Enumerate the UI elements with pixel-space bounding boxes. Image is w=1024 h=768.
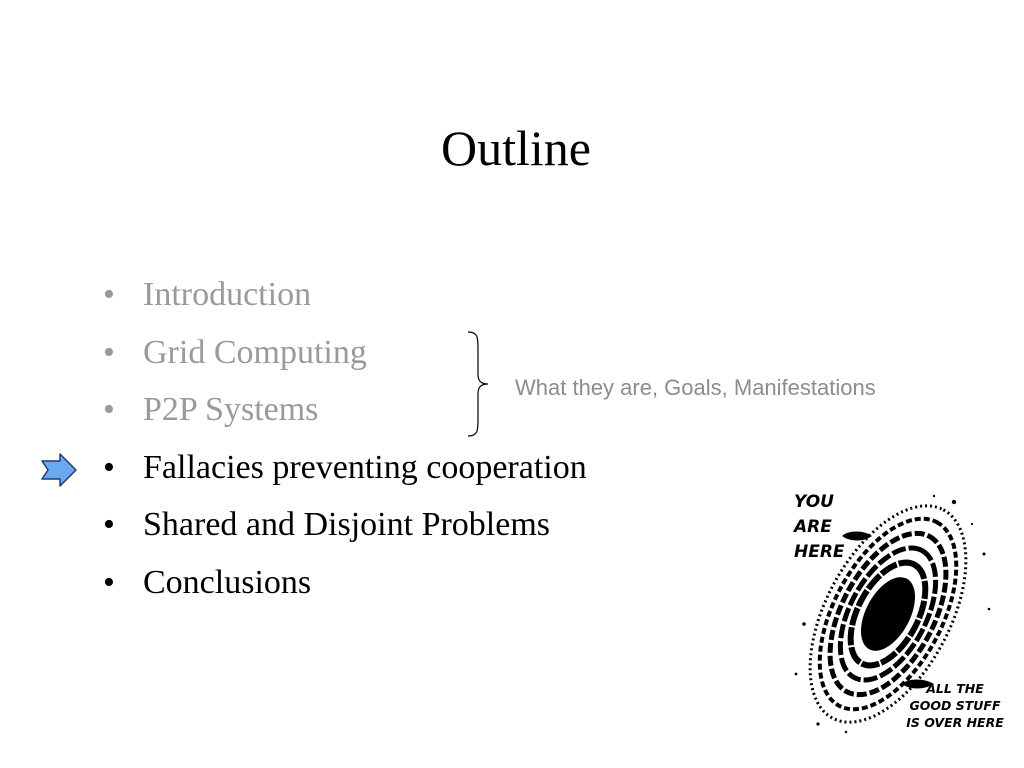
outline-item-label: Fallacies preventing cooperation bbox=[143, 448, 587, 486]
outline-item-label: Conclusions bbox=[143, 563, 312, 601]
bullet-glyph: • bbox=[103, 448, 115, 486]
good-stuff-line: ALL THE bbox=[926, 681, 984, 696]
bullet-glyph: • bbox=[103, 276, 115, 313]
you-are-here-line: ARE bbox=[794, 517, 832, 537]
you-are-here-line: YOU bbox=[794, 492, 834, 512]
good-stuff-line: IS OVER HERE bbox=[906, 715, 1004, 730]
you-are-here-label bbox=[794, 490, 854, 565]
outline-list bbox=[103, 266, 587, 611]
right-brace-icon bbox=[466, 330, 490, 438]
good-stuff-label bbox=[900, 680, 1010, 731]
outline-item-label: Grid Computing bbox=[143, 333, 367, 371]
bullet-glyph: • bbox=[103, 506, 115, 543]
arrow-right-icon bbox=[40, 452, 78, 488]
you-are-here-line: HERE bbox=[794, 542, 845, 562]
outline-item-shared-disjoint bbox=[103, 496, 587, 554]
bullet-glyph: • bbox=[103, 563, 115, 601]
outline-item-introduction bbox=[103, 266, 587, 324]
outline-item-conclusions bbox=[103, 554, 587, 612]
bullet-glyph: • bbox=[103, 333, 115, 371]
outline-item-label: Shared and Disjoint Problems bbox=[143, 506, 551, 543]
outline-item-grid-computing bbox=[103, 324, 587, 382]
slide-title: Outline bbox=[441, 120, 591, 176]
bullet-glyph: • bbox=[103, 391, 115, 428]
outline-item-label: Introduction bbox=[143, 276, 312, 313]
good-stuff-line: GOOD STUFF bbox=[909, 698, 1001, 713]
brace-annotation: What they are, Goals, Manifestations bbox=[515, 375, 876, 400]
outline-item-fallacies bbox=[103, 439, 587, 497]
outline-item-label: P2P Systems bbox=[143, 391, 319, 428]
